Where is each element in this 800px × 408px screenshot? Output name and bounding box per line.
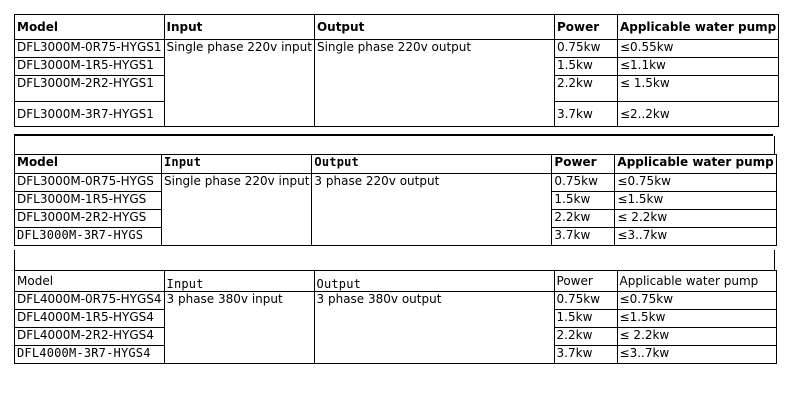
model-cell: DFL3000M-2R2-HYGS1	[15, 76, 165, 102]
header-model: Model	[15, 271, 165, 292]
model-cell: DFL4000M-3R7-HYGS4	[15, 346, 165, 364]
power-cell: 2.2kw	[554, 76, 617, 102]
spec-table-1	[14, 14, 779, 127]
model-cell: DFL3000M-3R7-HYGS1	[15, 102, 165, 127]
section-gap	[14, 250, 775, 270]
input-cell: 3 phase 380v input	[164, 292, 314, 364]
power-cell: 1.5kw	[552, 192, 615, 210]
model-cell: DFL3000M-3R7-HYGS	[15, 228, 162, 246]
header-power: Power	[554, 15, 617, 40]
table-header-row	[15, 271, 777, 292]
power-cell: 2.2kw	[552, 210, 615, 228]
header-pump: Applicable water pump	[617, 15, 778, 40]
header-power: Power	[552, 155, 615, 174]
section-gap	[14, 136, 775, 154]
pump-cell: ≤3..7kw	[617, 346, 776, 364]
header-pump: Applicable water pump	[615, 155, 776, 174]
table-header-row	[15, 155, 777, 174]
power-cell: 3.7kw	[552, 228, 615, 246]
table-header-row	[15, 15, 779, 40]
header-output: Output	[314, 15, 554, 40]
power-cell: 3.7kw	[554, 102, 617, 127]
header-power: Power	[554, 271, 617, 292]
header-output: Output	[312, 155, 552, 174]
table-row	[15, 40, 779, 58]
power-cell: 0.75kw	[552, 174, 615, 192]
header-model: Model	[15, 155, 162, 174]
pump-cell: ≤1.1kw	[617, 58, 778, 76]
power-cell: 2.2kw	[554, 328, 617, 346]
output-cell: 3 phase 220v output	[312, 174, 552, 246]
power-cell: 1.5kw	[554, 58, 617, 76]
pump-cell: ≤0.75kw	[615, 174, 776, 192]
model-cell: DFL4000M-0R75-HYGS4	[15, 292, 165, 310]
model-cell: DFL4000M-2R2-HYGS4	[15, 328, 165, 346]
model-cell: DFL3000M-1R5-HYGS	[15, 192, 162, 210]
model-cell: DFL3000M-1R5-HYGS1	[15, 58, 165, 76]
power-cell: 0.75kw	[554, 292, 617, 310]
spec-table-2	[14, 154, 777, 246]
header-input: Input	[162, 155, 312, 174]
power-cell: 1.5kw	[554, 310, 617, 328]
power-cell: 0.75kw	[554, 40, 617, 58]
input-cell: Single phase 220v input	[162, 174, 312, 246]
input-cell: Single phase 220v input	[164, 40, 314, 127]
output-cell: Single phase 220v output	[314, 40, 554, 127]
model-cell: DFL4000M-1R5-HYGS4	[15, 310, 165, 328]
pump-cell: ≤0.55kw	[617, 40, 778, 58]
model-cell: DFL3000M-0R75-HYGS	[15, 174, 162, 192]
header-pump: Applicable water pump	[617, 271, 776, 292]
pump-cell: ≤2..2kw	[617, 102, 778, 127]
pump-cell: ≤ 2.2kw	[617, 328, 776, 346]
power-cell: 3.7kw	[554, 346, 617, 364]
header-input: Input	[164, 15, 314, 40]
pump-cell: ≤ 1.5kw	[617, 76, 778, 102]
table-row	[15, 292, 777, 310]
pump-cell: ≤1.5kw	[617, 310, 776, 328]
model-cell: DFL3000M-2R2-HYGS	[15, 210, 162, 228]
pump-cell: ≤ 2.2kw	[615, 210, 776, 228]
spec-table-3	[14, 270, 777, 364]
table-row	[15, 174, 777, 192]
header-input: Input	[164, 271, 314, 292]
model-cell: DFL3000M-0R75-HYGS1	[15, 40, 165, 58]
header-output: Output	[314, 271, 554, 292]
header-model: Model	[15, 15, 165, 40]
pump-cell: ≤1.5kw	[615, 192, 776, 210]
pump-cell: ≤0.75kw	[617, 292, 776, 310]
output-cell: 3 phase 380v output	[314, 292, 554, 364]
pump-cell: ≤3..7kw	[615, 228, 776, 246]
